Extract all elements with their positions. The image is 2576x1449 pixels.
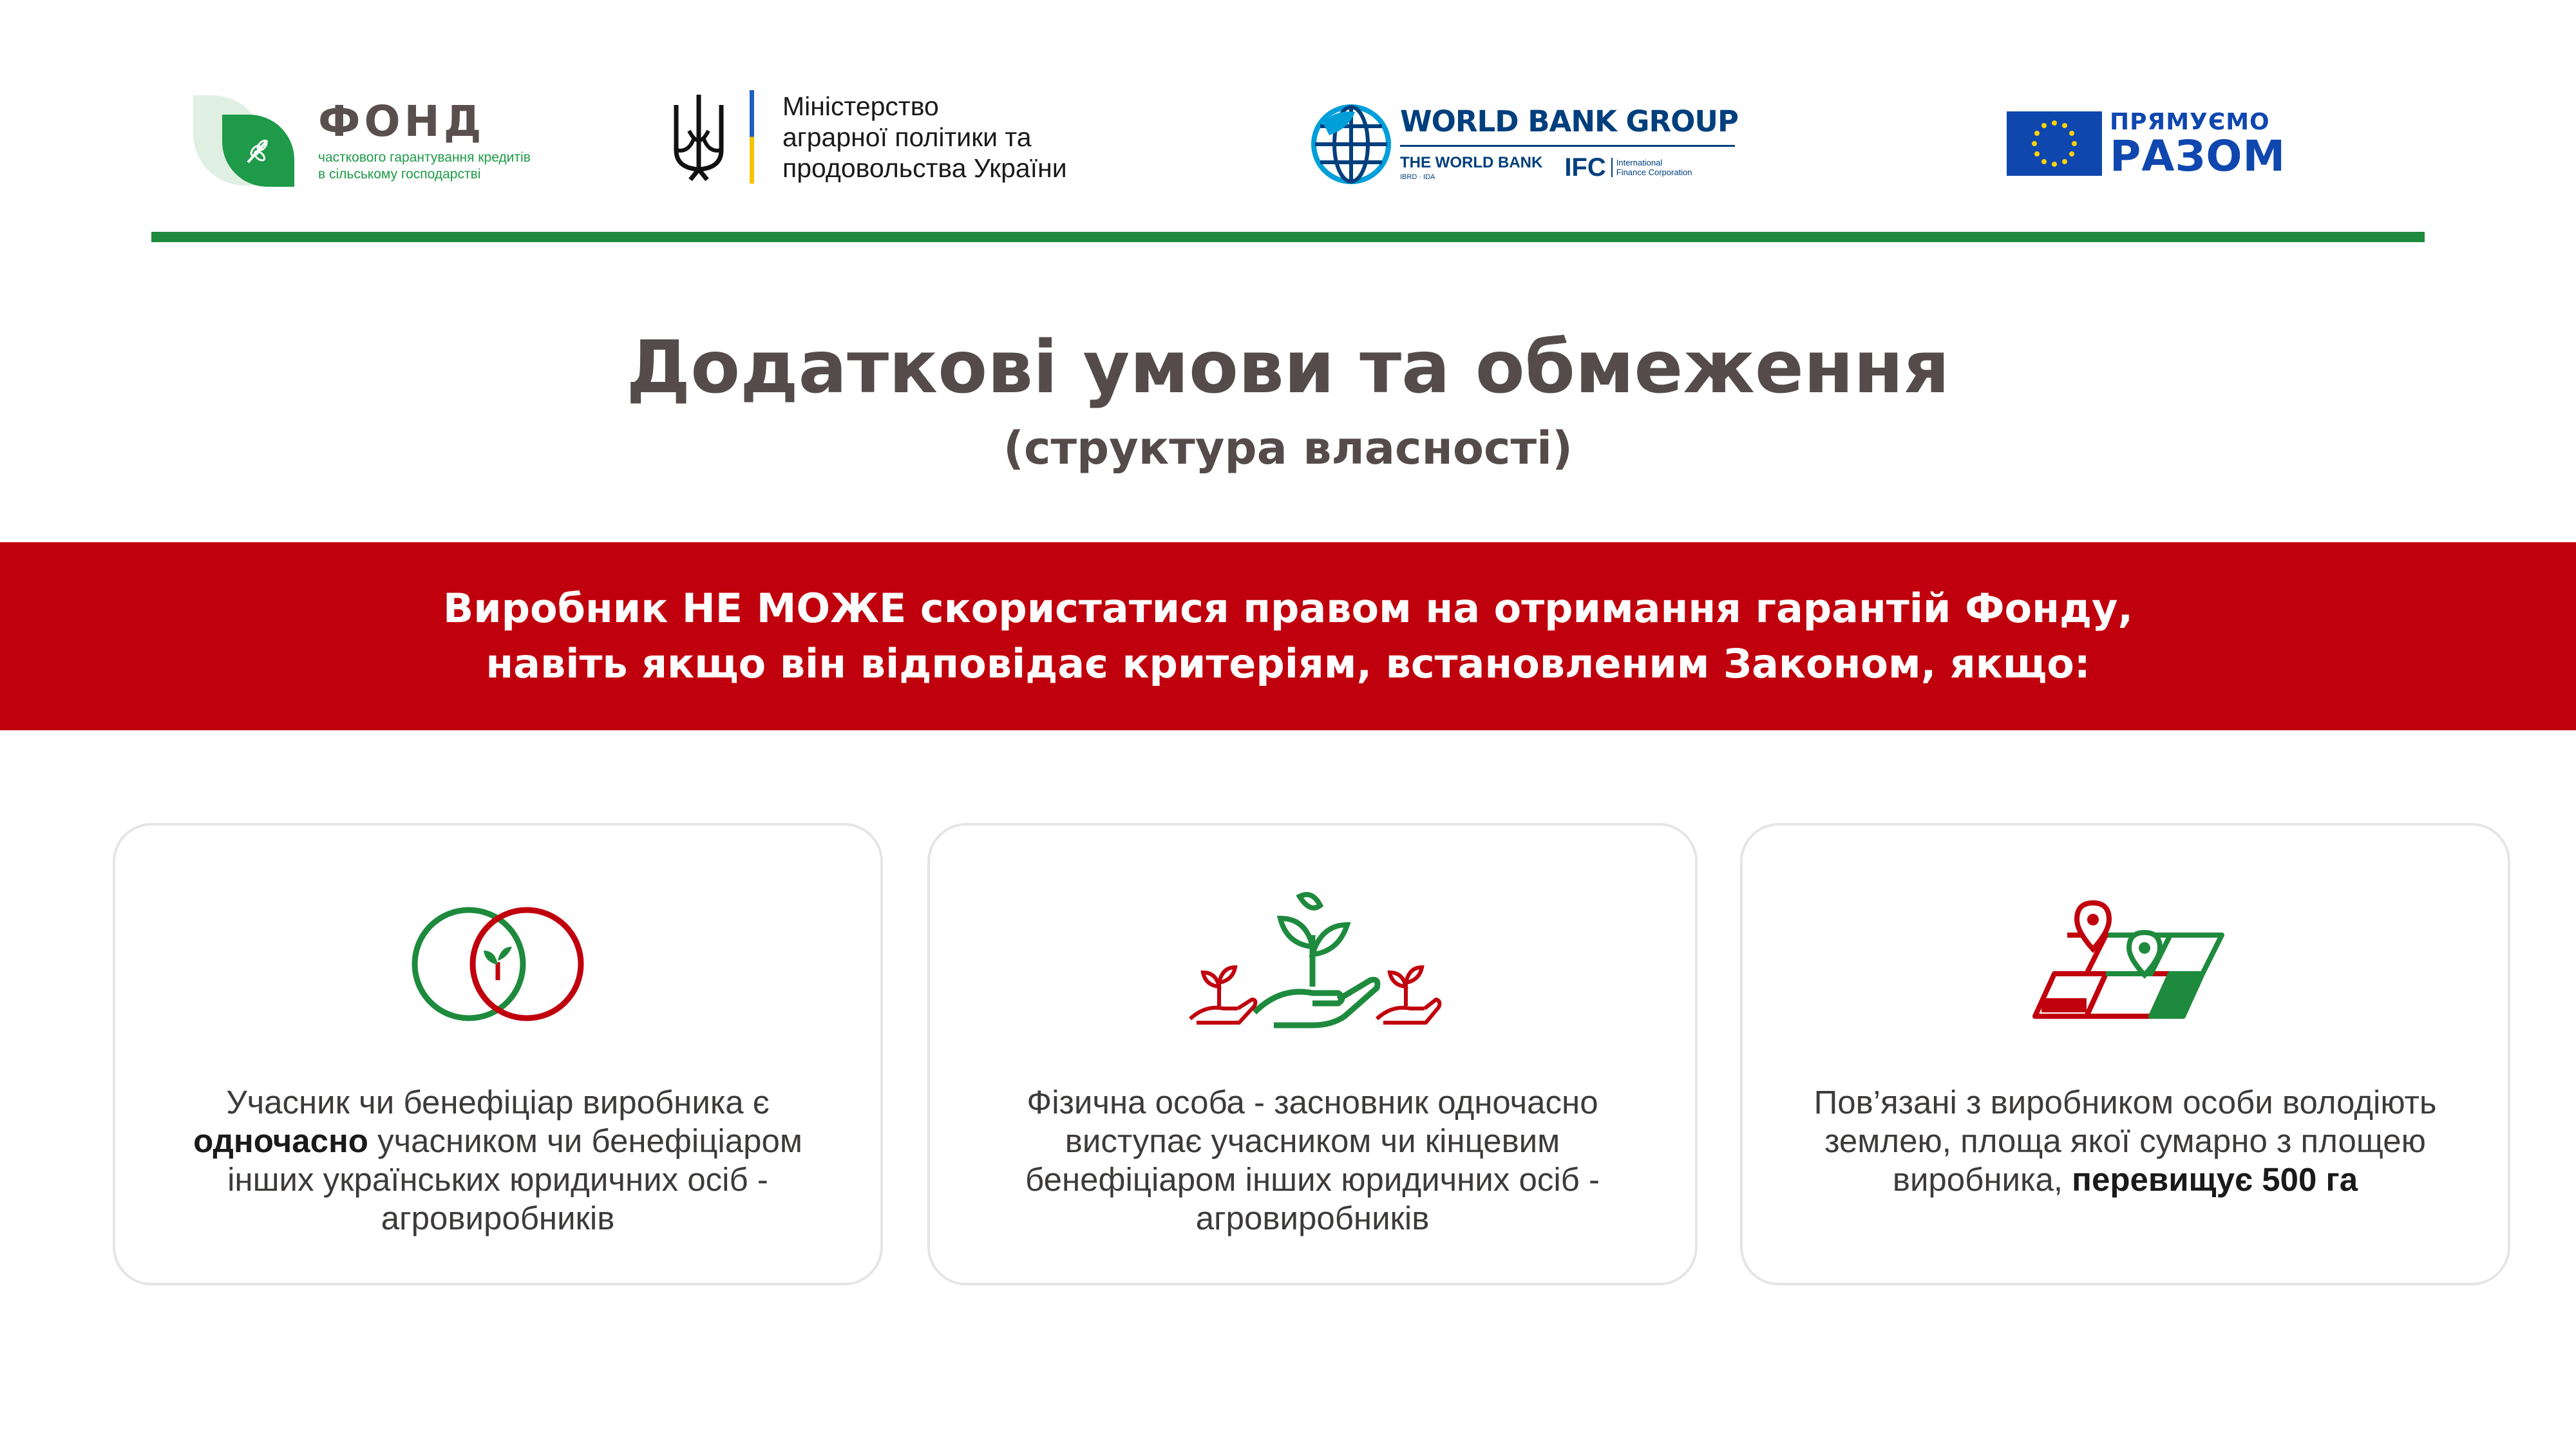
ministry-line-1: Міністерство (782, 91, 939, 121)
wheat-icon (239, 131, 278, 170)
hands-with-sprouts-icon (1177, 890, 1448, 1038)
fond-leaf-icon (193, 90, 303, 193)
banner-line-2: навіть якщо він відповідає критеріям, встановленим Законом, якщо: (486, 640, 2090, 687)
ifc-label: IFC (1564, 153, 1606, 182)
condition-card-2 (927, 823, 1698, 1285)
razom-top-text: ПРЯМУЄМО (2110, 109, 2270, 135)
card-3-emphasis: перевищує 500 га (2072, 1161, 2358, 1198)
condition-card-3 (1740, 823, 2510, 1285)
fond-title: ФОНД (318, 97, 486, 146)
ministry-line-3: продовольства України (782, 153, 1067, 183)
razom-big-text: РАЗОМ (2110, 131, 2286, 181)
card-1-emphasis: одночасно (193, 1122, 368, 1159)
header-divider (151, 232, 2425, 242)
warning-banner (0, 542, 2576, 730)
world-bank-group-logo (1310, 103, 1738, 185)
trident-icon (670, 92, 728, 182)
eu-flag-icon (2007, 111, 2102, 176)
condition-card-1 (113, 823, 883, 1285)
ministry-line-2: аграрної політики та (782, 122, 1032, 152)
logo-bar (0, 0, 2576, 232)
card-1-text: Учасник чи бенефіціар виробника є одночасно учасником чи бенефіціаром інших українських юридичних осіб - агровиробників (193, 1084, 802, 1236)
overlapping-circles-sprout-icon (395, 890, 601, 1038)
globe-icon (1310, 103, 1392, 185)
page-title: Додаткові умови та обмеження (626, 326, 1950, 410)
banner-line-1: Виробник НЕ МОЖЕ скористатися правом на отримання гарантій Фонду, (442, 585, 2134, 632)
land-map-pins-icon (2022, 890, 2228, 1038)
ifc-line-1: International (1616, 158, 1663, 167)
card-2-text: Фізична особа - засновник одночасно виступає учасником чи кінцевим бенефіціаром інших юридичних осіб - агровиробників (1025, 1084, 1600, 1236)
pryamuyemo-razom-logo (2007, 109, 2286, 181)
the-world-bank-label: THE WORLD BANK (1400, 154, 1543, 171)
world-bank-group-title: WORLD BANK GROUP (1400, 104, 1738, 138)
fond-logo (193, 90, 531, 193)
ibrd-ida-label: IBRD · IDA (1400, 173, 1435, 181)
ministry-logo (670, 90, 1067, 184)
ifc-line-2: Finance Corporation (1616, 167, 1692, 177)
page-subtitle: (структура власності) (1003, 422, 1573, 475)
fond-subtitle-1: часткового гарантування кредитів (318, 150, 531, 165)
fond-subtitle-2: в сільському господарстві (318, 167, 481, 182)
card-3-text: Пов’язані з виробником особи володіють землею, площа якої сумарно з площею виробника, перевищує 500 га (1814, 1084, 2437, 1198)
